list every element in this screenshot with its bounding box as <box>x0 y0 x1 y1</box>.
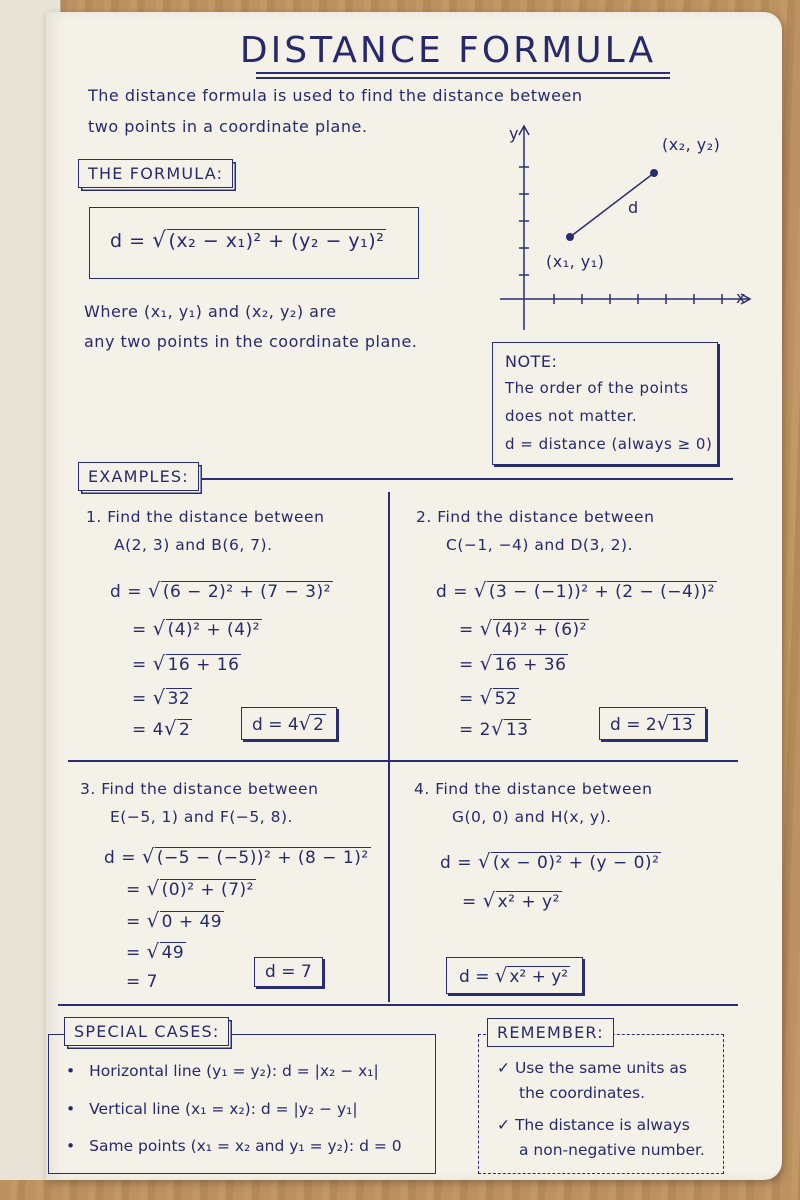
example-1-question: 1. Find the distance between <box>86 508 325 526</box>
main-formula: d = √ (x₂ − x₁)² + (y₂ − y₁)² <box>110 228 385 253</box>
examples-divider-vertical-top <box>388 492 390 762</box>
remember-label: REMEMBER: <box>487 1018 614 1047</box>
where-line-2: any two points in the coordinate plane. <box>84 332 418 351</box>
coordinate-graph <box>494 117 764 347</box>
example-2-answer: d = 2√ 13 <box>599 707 706 740</box>
point-1 <box>566 233 574 241</box>
example-1-step-4: = √ 32 <box>132 686 191 709</box>
example-1-step-5: = 4√ 2 <box>132 717 191 740</box>
examples-header-rule <box>196 478 733 480</box>
intro-line-2: two points in a coordinate plane. <box>88 117 368 136</box>
example-2-step-1: d = √ (3 − (−1))² + (2 − (−4))² <box>436 579 715 602</box>
example-3-points: E(−5, 1) and F(−5, 8). <box>110 808 293 826</box>
example-2-points: C(−1, −4) and D(3, 2). <box>446 536 634 554</box>
check-icon: ✓ <box>497 1116 510 1134</box>
remember-item-2: ✓ The distance is always a non-negative number. <box>497 1116 705 1159</box>
example-1-points: A(2, 3) and B(6, 7). <box>114 536 273 554</box>
example-4-question: 4. Find the distance between <box>414 780 653 798</box>
graph-x-label: x <box>736 288 746 307</box>
example-2-step-4: = √ 52 <box>459 686 518 709</box>
distance-segment <box>570 173 654 237</box>
special-cases-label: SPECIAL CASES: <box>64 1017 229 1046</box>
notebook-page <box>46 12 782 1180</box>
where-line-1: Where (x₁, y₁) and (x₂, y₂) are <box>84 302 337 321</box>
formula-label: THE FORMULA: <box>78 159 233 188</box>
title-underline-2 <box>256 77 670 79</box>
special-case-same-points: • Same points (x₁ = x₂ and y₁ = y₂): d = 0 <box>66 1137 402 1155</box>
example-3-question: 3. Find the distance between <box>80 780 319 798</box>
title-underline <box>256 72 670 74</box>
examples-bottom-rule <box>58 1004 738 1006</box>
example-2-question: 2. Find the distance between <box>416 508 655 526</box>
remember-item-1: ✓ Use the same units as the coordinates. <box>497 1059 687 1102</box>
example-3-step-3: = √ 0 + 49 <box>126 909 223 932</box>
graph-point-2-label: (x₂, y₂) <box>662 135 721 154</box>
example-3-step-2: = √ (0)² + (7)² <box>126 877 254 900</box>
example-3-step-4: = √ 49 <box>126 940 185 963</box>
examples-divider-horizontal <box>68 760 738 762</box>
note-line-3: d = distance (always ≥ 0) <box>505 435 713 453</box>
note-heading: NOTE: <box>505 352 558 371</box>
example-2-step-3: = √ 16 + 36 <box>459 652 567 675</box>
point-2 <box>650 169 658 177</box>
graph-y-label: y <box>509 124 519 143</box>
example-1-step-1: d = √ (6 − 2)² + (7 − 3)² <box>110 579 331 602</box>
note-line-2: does not matter. <box>505 407 638 425</box>
special-case-horizontal: • Horizontal line (y₁ = y₂): d = |x₂ − x₁| <box>66 1062 379 1080</box>
example-2-step-2: = √ (4)² + (6)² <box>459 617 587 640</box>
intro-line-1: The distance formula is used to find the distance between <box>88 86 583 105</box>
check-icon: ✓ <box>497 1059 510 1077</box>
example-3-step-5: = 7 <box>126 972 158 992</box>
example-3-answer: d = 7 <box>254 957 323 987</box>
example-4-step-1: d = √ (x − 0)² + (y − 0)² <box>440 850 660 873</box>
graph-point-1-label: (x₁, y₁) <box>546 252 605 271</box>
example-4-step-2: = √ x² + y² <box>462 889 560 912</box>
page-title: DISTANCE FORMULA <box>239 30 657 71</box>
graph-segment-label: d <box>628 198 639 217</box>
examples-divider-vertical-bottom <box>388 762 390 1002</box>
note-line-1: The order of the points <box>505 379 689 397</box>
example-3-step-1: d = √ (−5 − (−5))² + (8 − 1)² <box>104 845 369 868</box>
example-1-answer: d = 4√ 2 <box>241 707 337 740</box>
example-4-points: G(0, 0) and H(x, y). <box>452 808 612 826</box>
example-2-step-5: = 2√ 13 <box>459 717 529 740</box>
special-case-vertical: • Vertical line (x₁ = x₂): d = |y₂ − y₁| <box>66 1100 358 1118</box>
example-1-step-2: = √ (4)² + (4)² <box>132 617 260 640</box>
example-1-step-3: = √ 16 + 16 <box>132 652 240 675</box>
example-4-answer: d = √ x² + y² <box>446 957 583 994</box>
examples-label: EXAMPLES: <box>78 462 199 491</box>
